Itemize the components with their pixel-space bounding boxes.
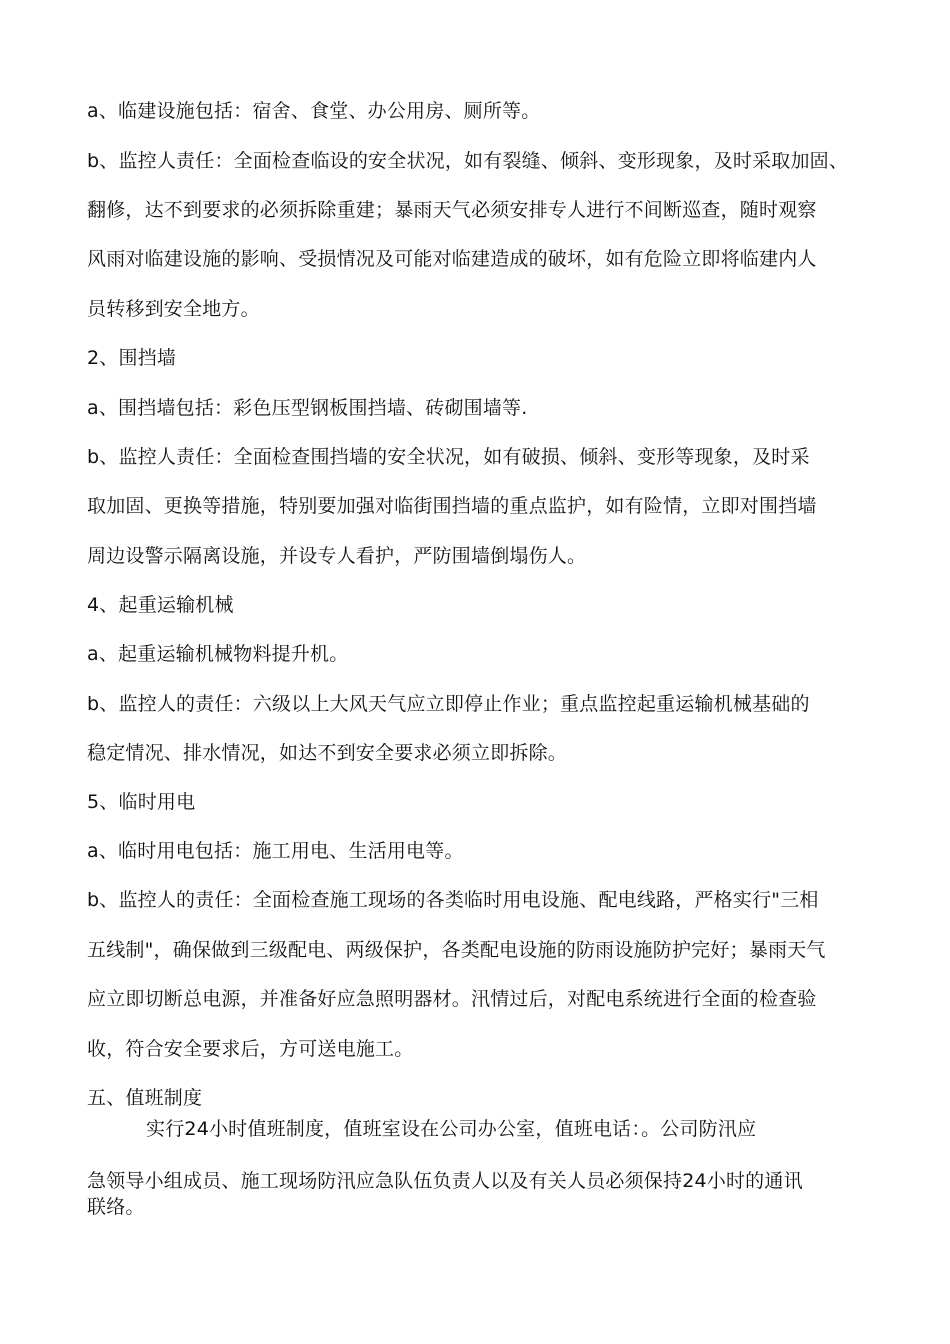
- text-line: a、起重运输机械物料提升机。: [87, 643, 349, 665]
- text-line: 急领导小组成员、施工现场防汛应急队伍负责人以及有关人员必须保持24小时的通讯: [87, 1170, 803, 1192]
- section-heading: 2、围挡墙: [87, 347, 177, 369]
- text-line: 五线制"，确保做到三级配电、两级保护，各类配电设施的防雨设施防护完好；暴雨天气: [87, 939, 826, 961]
- text-line: 实行24小时值班制度，值班室设在公司办公室，值班电话：。公司防汛应: [146, 1118, 757, 1140]
- text-line: 应立即切断总电源，并准备好应急照明器材。汛情过后，对配电系统进行全面的检查验: [87, 988, 817, 1010]
- text-line: 员转移到安全地方。: [87, 298, 260, 320]
- text-line: a、临时用电包括：施工用电、生活用电等。: [87, 840, 464, 862]
- section-heading: 五、值班制度: [87, 1087, 203, 1109]
- text-line: 周边设警示隔离设施，并设专人看护，严防围墙倒塌伤人。: [87, 545, 587, 567]
- text-line: 稳定情况、排水情况，如达不到安全要求必须立即拆除。: [87, 742, 568, 764]
- text-line: 翻修，达不到要求的必须拆除重建；暴雨天气必须安排专人进行不间断巡查，随时观察: [87, 199, 817, 221]
- text-line: 收，符合安全要求后，方可送电施工。: [87, 1038, 414, 1060]
- text-line: b、监控人的责任：六级以上大风天气应立即停止作业；重点监控起重运输机械基础的: [87, 693, 810, 715]
- section-heading: 4、起重运输机械: [87, 594, 234, 616]
- section-heading: 5、临时用电: [87, 791, 196, 813]
- text-line: 联络。: [87, 1196, 145, 1218]
- text-line: a、临建设施包括：宿舍、食堂、办公用房、厕所等。: [87, 100, 541, 122]
- text-line: 取加固、更换等措施，特别要加强对临街围挡墙的重点监护，如有险情，立即对围挡墙: [87, 495, 817, 517]
- text-line: b、监控人的责任：全面检查施工现场的各类临时用电设施、配电线路，严格实行"三相: [87, 889, 819, 911]
- text-line: 风雨对临建设施的影响、受损情况及可能对临建造成的破坏，如有危险立即将临建内人: [87, 248, 817, 270]
- text-line: b、监控人责任：全面检查临设的安全状况，如有裂缝、倾斜、变形现象，及时采取加固、: [87, 150, 849, 172]
- text-line: a、围挡墙包括：彩色压型钢板围挡墙、砖砌围墙等.: [87, 397, 528, 419]
- text-line: b、监控人责任：全面检查围挡墙的安全状况，如有破损、倾斜、变形等现象，及时采: [87, 446, 810, 468]
